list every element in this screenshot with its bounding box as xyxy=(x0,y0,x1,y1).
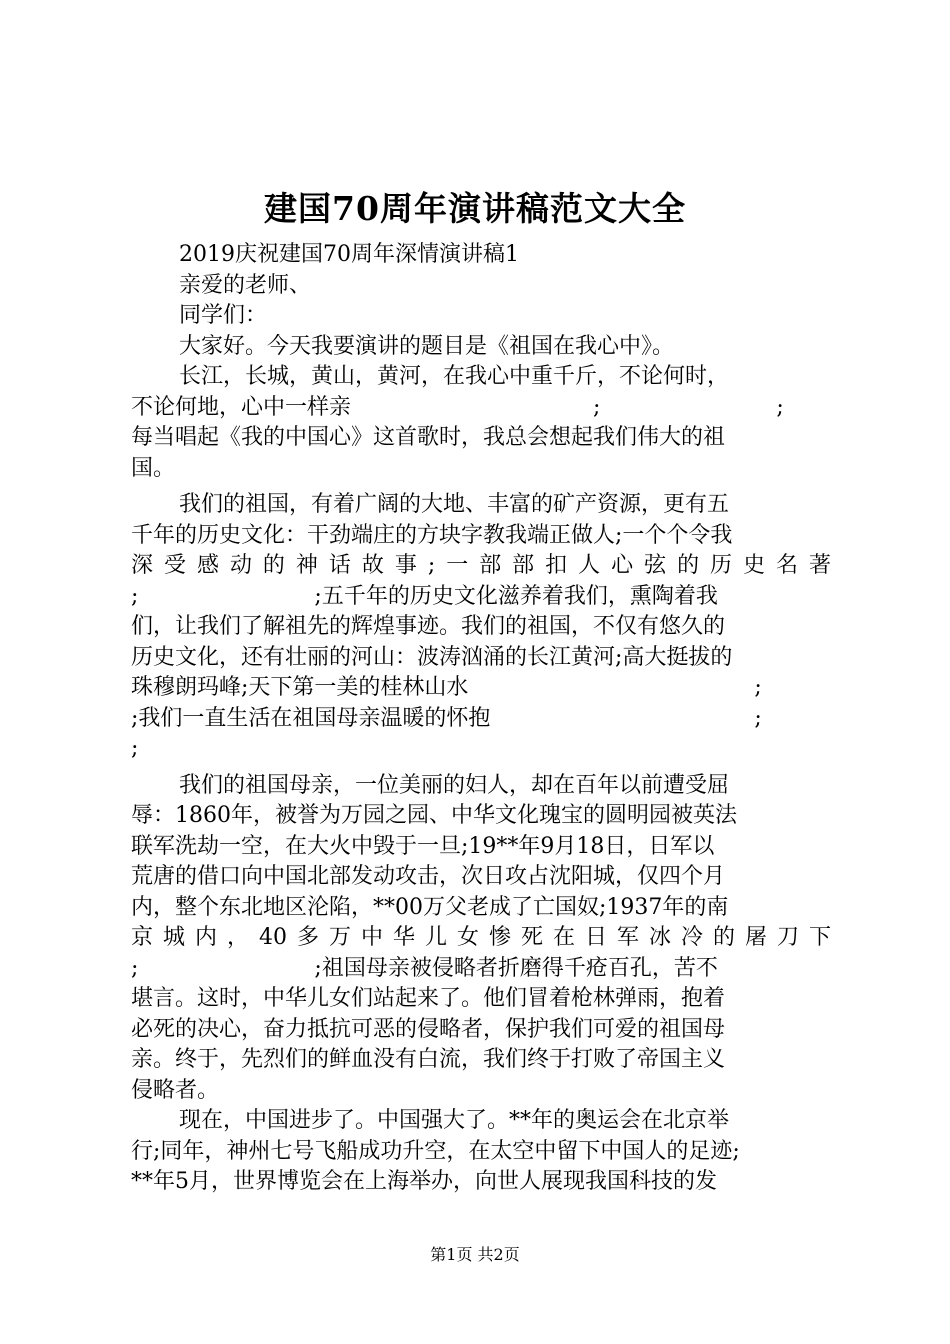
text-line: 深受感动的神话故事;一部部扣人心弦的历史名著 xyxy=(131,553,831,578)
text-line: **年5月，世界博览会在上海举办，向世人展现我国科技的发 xyxy=(131,1169,717,1194)
text-line: ; xyxy=(131,736,139,761)
text-line: 联军洗劫一空，在大火中毁于一旦;19**年9月18日，日军以 xyxy=(131,833,715,859)
text-line: 国。 xyxy=(131,455,176,481)
text-line: 侵略者。 xyxy=(131,1077,220,1103)
text-line: ;我们一直生活在祖国母亲温暖的怀抱 ; xyxy=(131,705,762,731)
text-line: 内，整个东北地区沦陷，**00万父老成了亡国奴;1937年的南 xyxy=(131,894,729,920)
text-line: 同学们： xyxy=(179,303,268,328)
text-line: 荒唐的借口向中国北部发动攻击，次日攻占沈阳城，仅四个月 xyxy=(131,864,726,889)
text-line: 每当唱起《我的中国心》这首歌时，我总会想起我们伟大的祖 xyxy=(131,425,726,450)
text-line: 辱：1860年，被誉为万园之园、中华文化瑰宝的圆明园被英法 xyxy=(131,803,737,828)
document-title: 建国70周年演讲稿范文大全 xyxy=(264,189,686,228)
text-line: 必死的决心，奋力抵抗可恶的侵略者，保护我们可爱的祖国母 xyxy=(131,1016,726,1042)
document-body xyxy=(131,240,831,1198)
text-line: 我们的祖国母亲，一位美丽的妇人，却在百年以前遭受屈 xyxy=(179,772,730,798)
text-line: 现在，中国进步了。中国强大了。**年的奥运会在北京举 xyxy=(179,1108,730,1133)
text-line: 京城内，40多万中华儿女惨死在日军冰冷的屠刀下 xyxy=(131,925,831,950)
text-line: 2019庆祝建国70周年深情演讲稿1 xyxy=(179,242,519,267)
text-line: 不论何地，心中一样亲 ; ; xyxy=(131,394,784,420)
text-line: 堪言。这时，中华儿女们站起来了。他们冒着枪林弹雨，抱着 xyxy=(131,986,726,1011)
text-line: 长江，长城，黄山，黄河，在我心中重千斤，不论何时， xyxy=(179,364,730,389)
text-line: 我们的祖国，有着广阔的大地、丰富的矿产资源，更有五 xyxy=(179,492,730,517)
text-line: 亲。终于，先烈们的鲜血没有白流，我们终于打败了帝国主义 xyxy=(131,1047,726,1072)
text-line: 珠穆朗玛峰;天下第一美的桂林山水 ; xyxy=(131,675,762,700)
text-line: 亲爱的老师、 xyxy=(179,272,312,298)
text-line: ; ;祖国母亲被侵略者折磨得千疮百孔，苦不 xyxy=(131,955,718,981)
text-line: 历史文化，还有壮丽的河山：波涛汹涌的长江黄河;高大挺拔的 xyxy=(131,644,733,670)
page-footer: 第1页 共2页 xyxy=(430,1245,520,1264)
text-line: 千年的历史文化：干劲端庄的方块字教我端正做人;一个个令我 xyxy=(131,522,733,548)
text-line: 们，让我们了解祖先的辉煌事迹。我们的祖国，不仅有悠久的 xyxy=(131,614,726,639)
text-line: 大家好。今天我要演讲的题目是《祖国在我心中》。 xyxy=(179,333,675,359)
text-line: ; ;五千年的历史文化滋养着我们，熏陶着我 xyxy=(131,583,718,609)
text-line: 行;同年，神州七号飞船成功升空，在太空中留下中国人的足迹; xyxy=(131,1138,740,1164)
